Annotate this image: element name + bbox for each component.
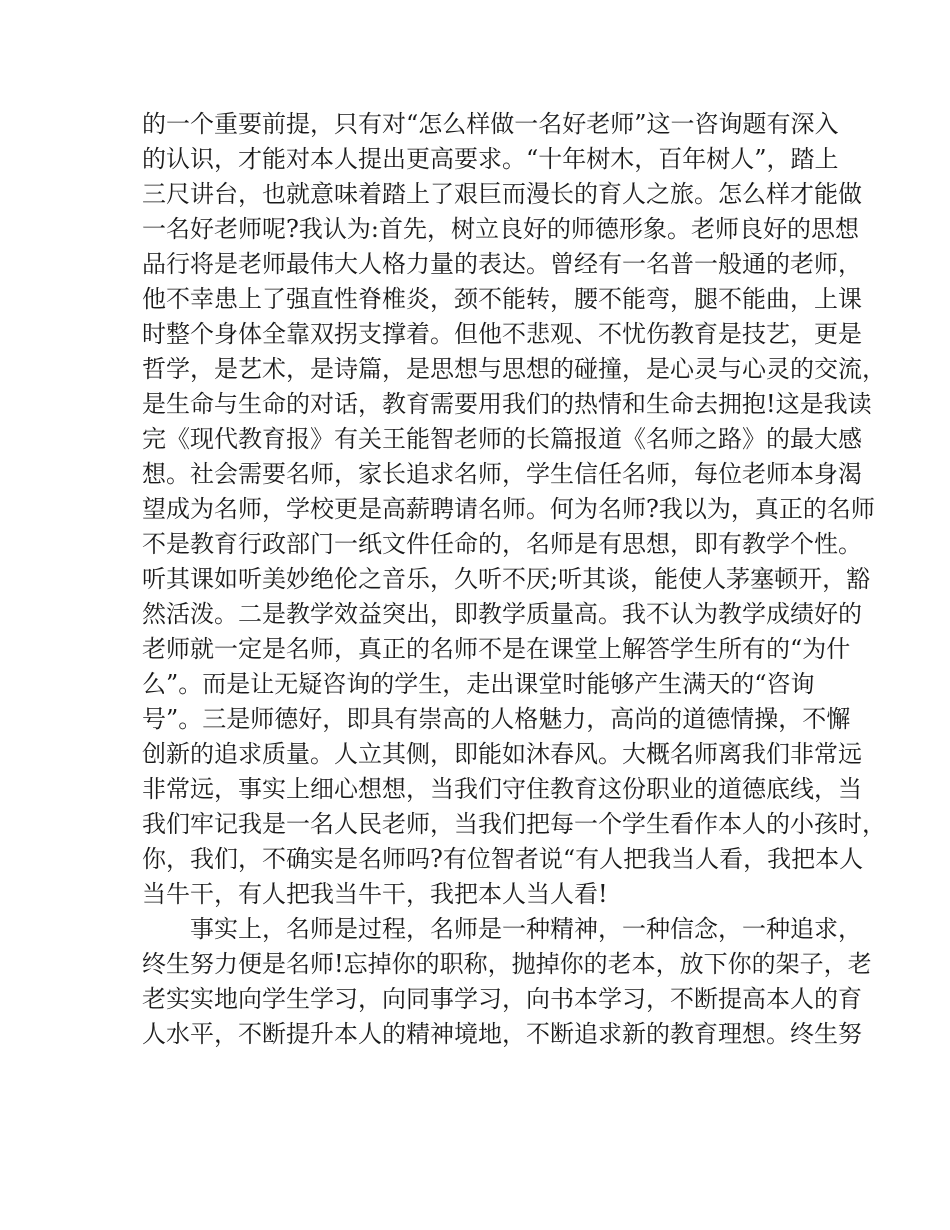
text-line: 我们牢记我是一名人民老师，当我们把每一个学生看作本人的小孩时， — [142, 810, 886, 838]
document-body — [142, 107, 886, 1052]
text-line: 的一个重要前提，只有对“怎么样做一名好老师”这一咨询题有深入 — [142, 110, 839, 138]
text-line: 品行将是老师最伟大人格力量的表达。曾经有一名普一般通的老师， — [142, 250, 862, 278]
text-line: 他不幸患上了强直性脊椎炎，颈不能转，腰不能弯，腿不能曲，上课 — [142, 285, 862, 313]
text-line: 是生命与生命的对话，教育需要用我们的热情和生命去拥抱!这是我读 — [142, 390, 872, 418]
text-line: 哲学，是艺术，是诗篇，是思想与思想的碰撞，是心灵与心灵的交流， — [142, 355, 886, 383]
text-line: 想。社会需要名师，家长追求名师，学生信任名师，每位老师本身渴 — [142, 460, 862, 488]
text-line: 号”。三是师德好，即具有崇高的人格魅力，高尚的道德情操，不懈 — [142, 705, 851, 733]
text-line: 创新的追求质量。人立其侧，即能如沐春风。大概名师离我们非常远 — [142, 740, 862, 768]
text-line: 完《现代教育报》有关王能智老师的长篇报道《名师之路》的最大感 — [142, 425, 862, 453]
text-line: 然活泼。二是教学效益突出，即教学质量高。我不认为教学成绩好的 — [142, 600, 862, 628]
text-line: 老师就一定是名师，真正的名师不是在课堂上解答学生所有的“为什 — [142, 635, 851, 663]
text-line: 三尺讲台，也就意味着踏上了艰巨而漫长的育人之旅。怎么样才能做 — [142, 180, 862, 208]
text-line: 终生努力便是名师!忘掉你的职称，抛掉你的老本，放下你的架子，老 — [142, 950, 872, 978]
text-line: 人水平，不断提升本人的精神境地，不断追求新的教育理想。终生努 — [142, 1020, 862, 1048]
text-line: 你，我们，不确实是名师吗?有位智者说“有人把我当人看，我把本人 — [142, 845, 864, 873]
text-line: 一名好老师呢?我认为:首先，树立良好的师德形象。老师良好的思想 — [142, 215, 859, 243]
text-line: 么”。而是让无疑咨询的学生，走出课堂时能够产生满天的“咨询 — [142, 670, 815, 698]
text-line: 的认识，才能对本人提出更高要求。“十年树木，百年树人”，踏上 — [142, 145, 839, 173]
text-line: 老实实地向学生学习，向同事学习，向书本学习，不断提高本人的育 — [142, 985, 862, 1013]
text-line: 不是教育行政部门一纸文件任命的，名师是有思想，即有教学个性。 — [142, 530, 862, 558]
text-line: 听其课如听美妙绝伦之音乐，久听不厌;听其谈，能使人茅塞顿开，豁 — [142, 565, 871, 593]
text-line: 时整个身体全靠双拐支撑着。但他不悲观、不忧伤教育是技艺，更是 — [142, 320, 862, 348]
text-line: 望成为名师，学校更是高薪聘请名师。何为名师?我以为，真正的名师 — [142, 495, 875, 523]
text-line: 当牛干，有人把我当牛干，我把本人当人看! — [142, 880, 608, 908]
paragraph-start-line: 事实上，名师是过程，名师是一种精神，一种信念，一种追求， — [190, 915, 862, 943]
text-line: 非常远，事实上细心想想，当我们守住教育这份职业的道德底线，当 — [142, 775, 862, 803]
